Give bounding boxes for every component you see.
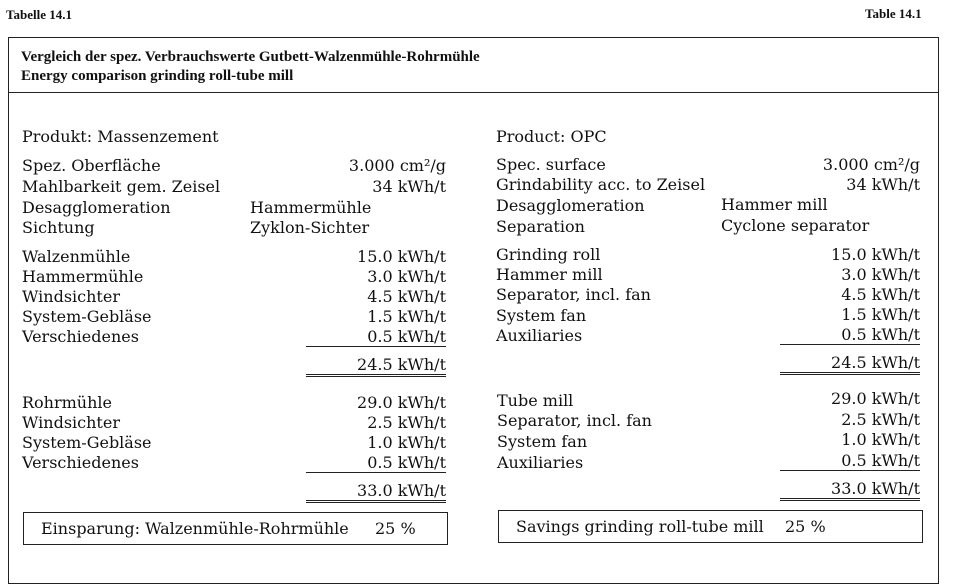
tube-total: 33.0 kWh/t [780, 479, 920, 501]
roll-item-value: 4.5 kWh/t [841, 285, 920, 304]
roll-item-value: 1.5 kWh/t [367, 307, 446, 326]
tube-item-value: 1.0 kWh/t [841, 430, 920, 449]
spec-label: Separation [496, 217, 585, 236]
roll-item-value: 3.0 kWh/t [841, 265, 920, 284]
tube-item-value: 0.5 kWh/t [306, 453, 446, 473]
tube-item-label: System-Gebläse [22, 433, 152, 452]
roll-item-label: System-Gebläse [22, 307, 152, 326]
spec-value: 3.000 cm²/g [822, 155, 920, 174]
roll-item-label: Auxiliaries [496, 326, 583, 345]
spec-value: Zyklon-Sichter [250, 218, 370, 237]
tube-item-label: Windsichter [22, 413, 120, 432]
tube-item-value: 0.5 kWh/t [780, 451, 920, 471]
spec-value: 3.000 cm²/g [348, 156, 446, 175]
spec-value: 34 kWh/t [846, 175, 920, 194]
tube-total: 33.0 kWh/t [306, 481, 446, 503]
roll-total: 24.5 kWh/t [306, 355, 446, 377]
savings-box-de [23, 512, 448, 545]
spec-label: Mahlbarkeit gem. Zeisel [22, 177, 221, 196]
product-de: Produkt: Massenzement [22, 127, 219, 146]
roll-item-value: 15.0 kWh/t [831, 245, 920, 264]
heading-de: Vergleich der spez. Verbrauchswerte Gutbett-Walzenmühle-Rohrmühle [21, 49, 480, 65]
savings-value: 25 % [785, 517, 826, 536]
roll-item-value: 0.5 kWh/t [306, 327, 446, 347]
spec-label: Sichtung [22, 218, 95, 237]
spec-label: Desagglomeration [22, 198, 171, 217]
tube-item-label: Rohrmühle [22, 393, 112, 412]
savings-value: 25 % [375, 519, 416, 538]
spec-label: Grindability acc. to Zeisel [496, 175, 706, 194]
roll-item-label: Grinding roll [496, 245, 601, 264]
spec-value: Hammer mill [721, 195, 828, 214]
tube-item-value: 2.5 kWh/t [367, 413, 446, 432]
tube-item-value: 1.0 kWh/t [367, 433, 446, 452]
tube-item-label: Separator, incl. fan [497, 411, 652, 430]
roll-item-label: Hammermühle [22, 267, 144, 286]
spec-label: Desagglomeration [496, 196, 645, 215]
roll-item-value: 1.5 kWh/t [841, 305, 920, 324]
roll-item-value: 4.5 kWh/t [367, 287, 446, 306]
tube-item-value: 29.0 kWh/t [357, 393, 446, 412]
tube-item-label: Tube mill [497, 391, 574, 410]
spec-value: 34 kWh/t [372, 177, 446, 196]
tube-item-label: Verschiedenes [22, 453, 139, 472]
table-label-en: Table 14.1 [865, 6, 922, 21]
tube-item-label: System fan [497, 432, 588, 451]
spec-value: Hammermühle [250, 198, 372, 217]
savings-label: Savings grinding roll-tube mill [516, 517, 764, 536]
savings-label: Einsparung: Walzenmühle-Rohrmühle [41, 519, 349, 538]
roll-item-label: Separator, incl. fan [496, 285, 651, 304]
tube-item-value: 29.0 kWh/t [831, 389, 920, 408]
roll-item-value: 3.0 kWh/t [367, 267, 446, 286]
roll-item-label: Walzenmühle [22, 247, 131, 266]
roll-total: 24.5 kWh/t [780, 353, 920, 375]
heading-en: Energy comparison grinding roll-tube mill [21, 68, 294, 84]
roll-item-label: Verschiedenes [22, 327, 139, 346]
spec-value: Cyclone separator [721, 216, 870, 235]
roll-item-label: Hammer mill [496, 265, 603, 284]
roll-item-label: System fan [496, 306, 587, 325]
roll-item-label: Windsichter [22, 287, 120, 306]
table-label-de: Tabelle 14.1 [6, 7, 72, 22]
roll-item-value: 15.0 kWh/t [357, 247, 446, 266]
tube-item-label: Auxiliaries [497, 453, 584, 472]
product-en: Product: OPC [496, 127, 607, 146]
spec-label: Spez. Oberfläche [22, 156, 161, 175]
roll-item-value: 0.5 kWh/t [780, 325, 920, 345]
tube-item-value: 2.5 kWh/t [841, 410, 920, 429]
savings-box-en [498, 510, 923, 543]
spec-label: Spec. surface [496, 155, 606, 174]
table-heading [9, 38, 938, 93]
